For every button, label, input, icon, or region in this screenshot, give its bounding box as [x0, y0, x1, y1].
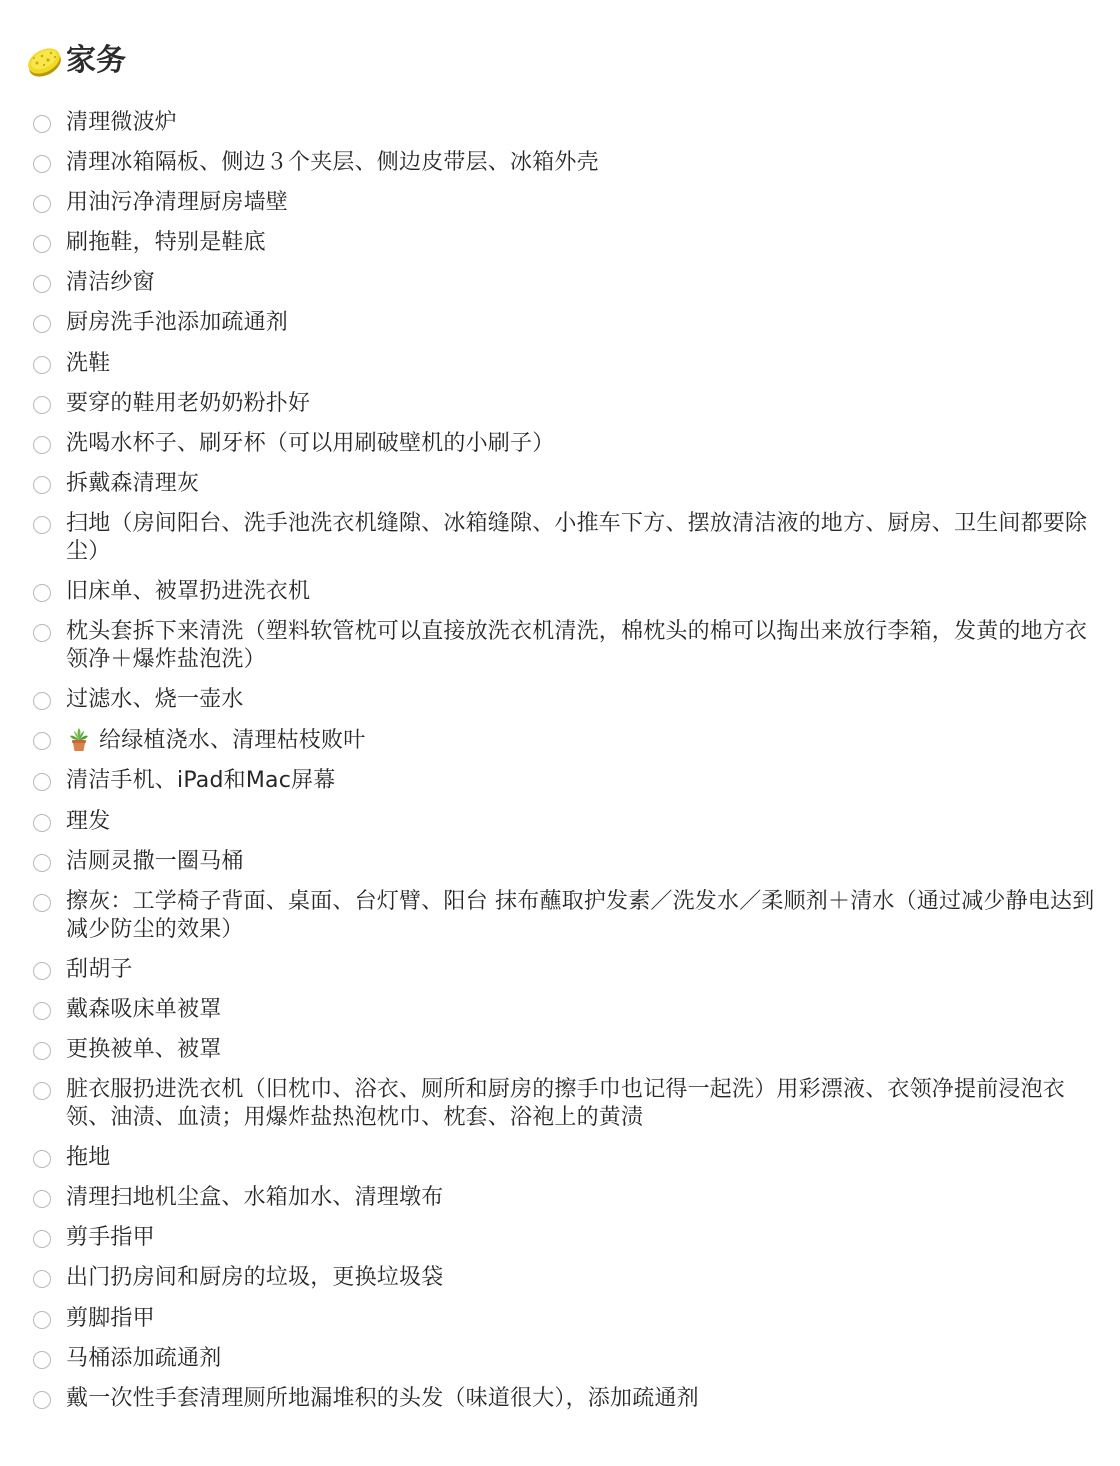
todo-checkbox[interactable] — [33, 732, 51, 750]
todo-item — [0, 726, 1120, 755]
todo-checkbox[interactable] — [33, 692, 51, 710]
todo-item — [0, 1224, 1120, 1252]
sponge-icon — [24, 41, 64, 81]
todo-item — [0, 149, 1120, 177]
todo-item-text: 扫地（房间阳台、洗手池洗衣机缝隙、冰箱缝隙、小推车下方、摆放清洁液的地方、厨房、卫生间都要除尘） — [66, 510, 1088, 564]
todo-checkbox[interactable] — [33, 1082, 51, 1100]
todo-item-text: 清洁手机、iPad和Mac屏幕 — [66, 768, 336, 794]
todo-item-text: 拆戴森清理灰 — [66, 470, 200, 496]
todo-checkbox[interactable] — [33, 773, 51, 791]
todo-checkbox[interactable] — [33, 516, 51, 534]
todo-item — [0, 189, 1120, 217]
todo-checkbox[interactable] — [33, 315, 51, 333]
todo-item — [0, 1184, 1120, 1212]
todo-item-text: 清理冰箱隔板、侧边３个夹层、侧边皮带层、冰箱外壳 — [66, 150, 599, 176]
todo-checkbox[interactable] — [33, 584, 51, 602]
todo-checkbox[interactable] — [33, 1002, 51, 1020]
todo-checkbox[interactable] — [33, 235, 51, 253]
todo-item — [0, 888, 1120, 944]
todo-item — [0, 350, 1120, 378]
todo-item — [0, 1385, 1120, 1413]
todo-checkbox[interactable] — [33, 624, 51, 642]
todo-item-text: 出门扔房间和厨房的垃圾，更换垃圾袋 — [66, 1265, 444, 1291]
todo-item-text: 用油污净清理厨房墙壁 — [66, 190, 289, 216]
todo-item-text: 清理扫地机尘盒、水箱加水、清理墩布 — [66, 1185, 444, 1211]
todo-checkbox[interactable] — [33, 894, 51, 912]
todo-checkbox[interactable] — [33, 854, 51, 872]
todo-item — [0, 686, 1120, 714]
todo-checkbox[interactable] — [33, 1150, 51, 1168]
todo-item — [0, 848, 1120, 876]
todo-item-text: 戴森吸床单被罩 — [66, 996, 222, 1022]
todo-item-text: 剪手指甲 — [66, 1225, 155, 1251]
todo-checkbox[interactable] — [33, 1042, 51, 1060]
todo-item-text: 旧床单、被罩扔进洗衣机 — [66, 579, 311, 605]
todo-item-text: 要穿的鞋用老奶奶粉扑好 — [66, 390, 311, 416]
todo-item-text: 戴一次性手套清理厕所地漏堆积的头发（味道很大），添加疏通剂 — [66, 1385, 699, 1411]
todo-item-text: 洗鞋 — [66, 350, 111, 376]
todo-item — [0, 309, 1120, 337]
page-title: 家务 — [66, 43, 126, 78]
todo-item — [0, 1144, 1120, 1172]
todo-item-text: 理发 — [66, 808, 111, 834]
todo-item — [0, 767, 1120, 795]
todo-item-text: 清理微波炉 — [66, 110, 178, 135]
todo-item-text: 清洁纱窗 — [66, 270, 155, 296]
todo-item-text: 脏衣服扔进洗衣机（旧枕巾、浴衣、厕所和厨房的擦手巾也记得一起洗）用彩漂液、衣领净提前浸泡衣领、油渍、血渍；用爆炸盐热泡枕巾、枕套、浴袍上的黄渍 — [66, 1077, 1066, 1131]
todo-checkbox[interactable] — [33, 195, 51, 213]
todo-item — [0, 956, 1120, 984]
todo-item-text: 更换被单、被罩 — [66, 1036, 222, 1062]
todo-item — [0, 1264, 1120, 1292]
todo-checkbox[interactable] — [33, 155, 51, 173]
todo-item — [0, 390, 1120, 418]
todo-checkbox[interactable] — [33, 1190, 51, 1208]
todo-item — [0, 229, 1120, 257]
todo-item — [0, 269, 1120, 297]
todo-item-text: 剪脚指甲 — [66, 1305, 155, 1331]
potted-plant-icon — [66, 726, 92, 752]
todo-checkbox[interactable] — [33, 1311, 51, 1329]
todo-item — [0, 578, 1120, 606]
todo-checkbox[interactable] — [33, 1391, 51, 1409]
todo-item-text: 洗喝水杯子、刷牙杯（可以用刷破壁机的小刷子） — [66, 430, 555, 456]
todo-item-text: 厨房洗手池添加疏通剂 — [66, 310, 289, 336]
todo-item — [0, 1036, 1120, 1064]
todo-checkbox[interactable] — [33, 356, 51, 374]
todo-checkbox[interactable] — [33, 814, 51, 832]
todo-item-text: 擦灰：工学椅子背面、桌面、台灯臂、阳台 抹布蘸取护发素／洗发水／柔顺剂＋清水（通过减少静电达到减少防尘的效果） — [66, 888, 1095, 942]
todo-checkbox[interactable] — [33, 476, 51, 494]
todo-item — [0, 430, 1120, 458]
todo-item — [0, 1345, 1120, 1373]
todo-checkbox[interactable] — [33, 115, 51, 133]
todo-item-text: 刮胡子 — [66, 956, 133, 982]
todo-item — [0, 996, 1120, 1024]
todo-item-text: 枕头套拆下来清洗（塑料软管枕可以直接放洗衣机清洗，棉枕头的棉可以掏出来放行李箱，发黄的地方衣领净＋爆炸盐泡洗） — [66, 619, 1088, 673]
todo-item-text: 马桶添加疏通剂 — [66, 1345, 222, 1371]
todo-checkbox[interactable] — [33, 396, 51, 414]
todo-checkbox[interactable] — [33, 436, 51, 454]
page-heading — [24, 38, 126, 84]
todo-checkbox[interactable] — [33, 1270, 51, 1288]
todo-checkbox[interactable] — [33, 1351, 51, 1369]
todo-item — [0, 618, 1120, 674]
todo-list — [0, 109, 1120, 1425]
todo-item-text: 给绿植浇水、清理枯枝败叶 — [99, 728, 366, 754]
todo-item — [0, 510, 1120, 566]
todo-checkbox[interactable] — [33, 962, 51, 980]
todo-item — [0, 1305, 1120, 1333]
todo-item — [0, 1076, 1120, 1132]
todo-item — [0, 109, 1120, 137]
todo-checkbox[interactable] — [33, 275, 51, 293]
todo-item-text: 拖地 — [66, 1145, 111, 1171]
todo-item-text: 过滤水、烧一壶水 — [66, 687, 244, 713]
todo-item-text: 刷拖鞋，特别是鞋底 — [66, 230, 266, 256]
todo-item — [0, 470, 1120, 498]
todo-item — [0, 808, 1120, 836]
todo-item-text: 洁厕灵撒一圈马桶 — [66, 848, 244, 874]
todo-checkbox[interactable] — [33, 1230, 51, 1248]
